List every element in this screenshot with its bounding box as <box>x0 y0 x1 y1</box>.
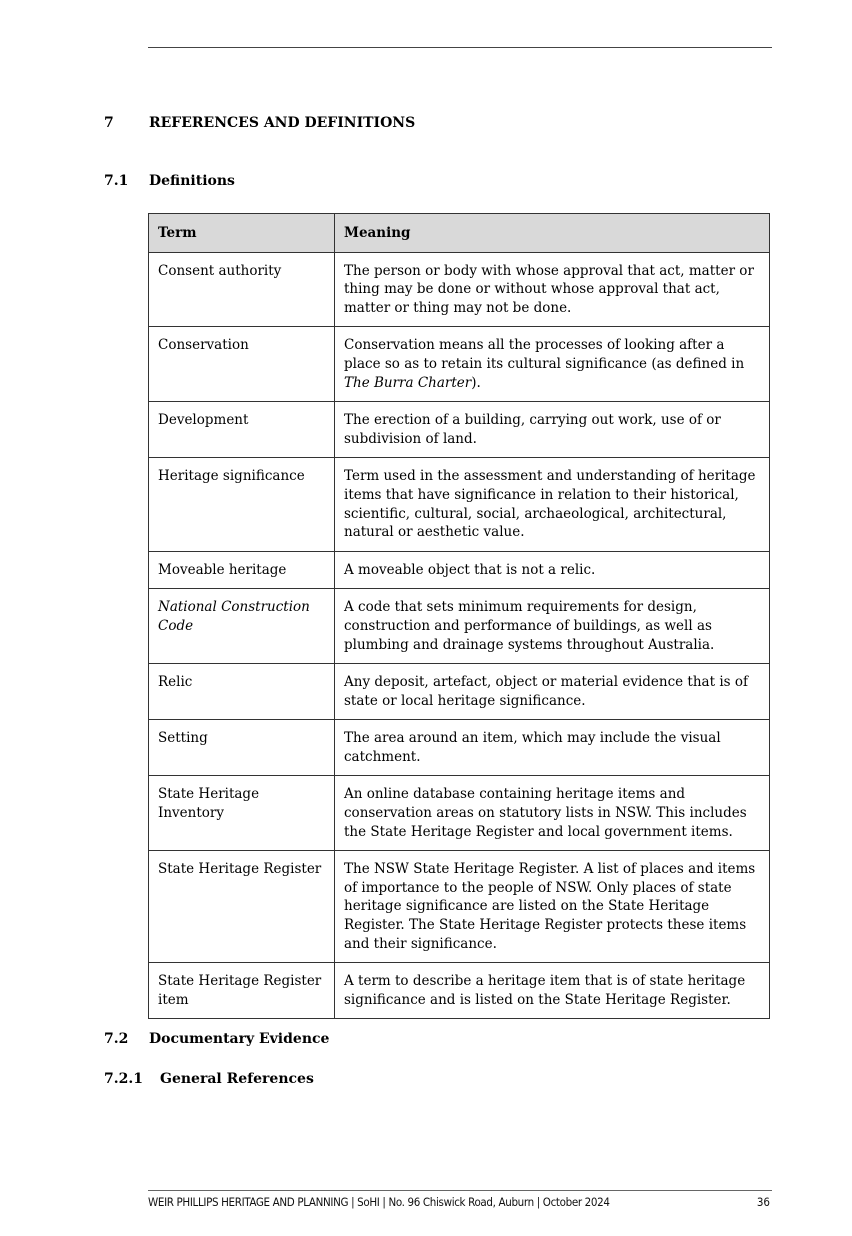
section-title: Documentary Evidence <box>149 1031 330 1047</box>
section-title: General References <box>160 1071 314 1087</box>
table-row <box>149 851 770 963</box>
section-number: 7 <box>104 115 114 131</box>
term-cell: National Construction Code <box>149 589 335 664</box>
table-row <box>149 402 770 458</box>
meaning-text: Conservation means all the processes of looking after a place so as to retain its cultural significance (as defined in <box>344 337 745 372</box>
column-header-meaning: Meaning <box>335 214 770 253</box>
meaning-cell: The erection of a building, carrying out work, use of or subdivision of land. <box>335 402 770 458</box>
meaning-cell: An online database containing heritage items and conservation areas on statutory lists in NSW. This includes the State Heritage Register and local government items. <box>335 776 770 851</box>
table-header-row <box>149 214 770 253</box>
term-cell: State Heritage Inventory <box>149 776 335 851</box>
meaning-cell: The person or body with whose approval that act, matter or thing may be done or without whose approval that act, matter or thing may not be done. <box>335 252 770 327</box>
table-row <box>149 551 770 589</box>
table-row <box>149 589 770 664</box>
table-row <box>149 720 770 776</box>
definitions-table <box>148 213 770 1019</box>
column-header-term: Term <box>149 214 335 253</box>
term-cell: Consent authority <box>149 252 335 327</box>
section-number: 7.1 <box>104 173 129 189</box>
footer-text: WEIR PHILLIPS HERITAGE AND PLANNING | SoHI | No. 96 Chiswick Road, Auburn | October 2024 <box>148 1195 610 1209</box>
table-row <box>149 776 770 851</box>
section-title: Definitions <box>149 173 235 189</box>
table-row <box>149 963 770 1019</box>
meaning-italic-text: The Burra Charter <box>344 374 472 391</box>
term-cell: Conservation <box>149 327 335 402</box>
term-cell: State Heritage Register item <box>149 963 335 1019</box>
table-row <box>149 327 770 402</box>
section-number: 7.2.1 <box>104 1071 143 1087</box>
term-cell: Relic <box>149 664 335 720</box>
section-number: 7.2 <box>104 1031 129 1047</box>
table-row <box>149 458 770 551</box>
meaning-cell: A term to describe a heritage item that is of state heritage significance and is listed on the State Heritage Register. <box>335 963 770 1019</box>
meaning-cell: A moveable object that is not a relic. <box>335 551 770 589</box>
meaning-cell <box>335 327 770 402</box>
section-title: REFERENCES AND DEFINITIONS <box>149 115 416 131</box>
term-cell: Setting <box>149 720 335 776</box>
meaning-cell: Any deposit, artefact, object or material evidence that is of state or local heritage significance. <box>335 664 770 720</box>
term-cell: Moveable heritage <box>149 551 335 589</box>
term-cell: Development <box>149 402 335 458</box>
meaning-tail-text: ). <box>471 374 481 391</box>
header-rule <box>148 47 772 48</box>
footer-rule <box>148 1190 772 1191</box>
meaning-cell: The NSW State Heritage Register. A list of places and items of importance to the people of NSW. Only places of state heritage significance are listed on the State Heritage Register. The State Heritage Register protects these items and their significance. <box>335 851 770 963</box>
meaning-cell: The area around an item, which may include the visual catchment. <box>335 720 770 776</box>
meaning-cell: Term used in the assessment and understanding of heritage items that have significance in relation to their historical, scientific, cultural, social, archaeological, architectural, natural or aesthetic value. <box>335 458 770 551</box>
page-number: 36 <box>756 1195 770 1209</box>
table-row <box>149 664 770 720</box>
term-cell: Heritage significance <box>149 458 335 551</box>
meaning-cell: A code that sets minimum requirements for design, construction and performance of buildings, as well as plumbing and drainage systems throughout Australia. <box>335 589 770 664</box>
table-row <box>149 252 770 327</box>
term-cell: State Heritage Register <box>149 851 335 963</box>
